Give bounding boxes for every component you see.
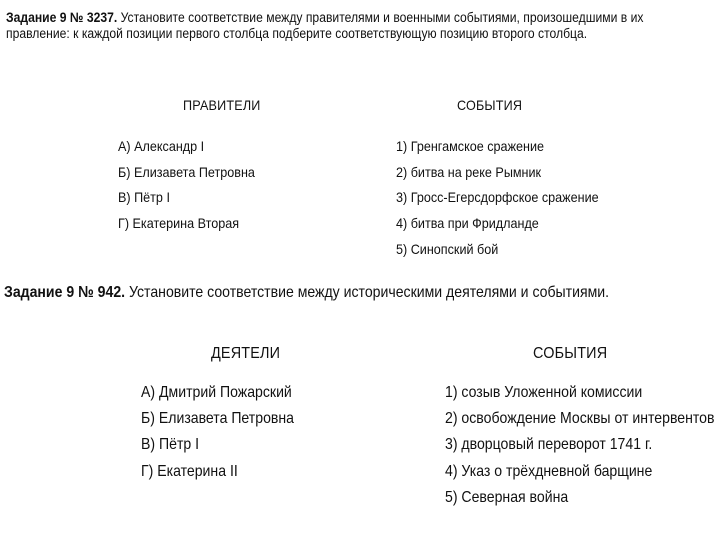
- list-item: А) Дмитрий Пожарский: [141, 384, 292, 401]
- list-item: Г) Екатерина Вторая: [118, 215, 240, 232]
- list-item: В) Пётр I: [141, 436, 200, 454]
- right-column-list: [445, 384, 714, 515]
- list-item: 4) Указ о трёхдневной барщине: [445, 462, 653, 480]
- right-column-title: СОБЫТИЯ: [533, 345, 608, 362]
- left-column-list: [118, 138, 255, 241]
- right-column-title: СОБЫТИЯ: [457, 97, 523, 113]
- task-header: [4, 283, 708, 302]
- left-column-title: ДЕЯТЕЛИ: [211, 345, 281, 362]
- list-item: 2) битва на реке Рымник: [396, 163, 542, 180]
- list-item: Г) Екатерина II: [141, 462, 238, 480]
- task-number: Задание 9 № 3237.: [6, 10, 118, 25]
- list-item: 1) Гренгамское сражение: [396, 138, 545, 154]
- list-item: В) Пётр I: [118, 189, 170, 206]
- task-header: [6, 10, 708, 42]
- list-item: А) Александр I: [118, 138, 205, 154]
- list-item: 3) дворцовый переворот 1741 г.: [445, 436, 653, 454]
- task-instruction: Установите соответствие между правителями и военными событиями, произошедшими в их правление: к каждой позиции первого столбца подберите соответствующую позицию второго столбца.: [6, 10, 644, 42]
- left-column-title: ПРАВИТЕЛИ: [183, 97, 261, 113]
- list-item: Б) Елизавета Петровна: [141, 410, 294, 428]
- task-number: Задание 9 № 942.: [4, 284, 126, 301]
- list-item: 4) битва при Фридланде: [396, 215, 539, 232]
- task-instruction: Установите соответствие между историческими деятелями и событиями.: [129, 284, 610, 301]
- left-column-list: [141, 384, 294, 489]
- list-item: 5) Синопский бой: [396, 240, 499, 257]
- list-item: 5) Северная война: [445, 488, 569, 506]
- list-item: 2) освобождение Москвы от интервентов: [445, 410, 715, 428]
- list-item: 1) созыв Уложенной комиссии: [445, 384, 643, 401]
- list-item: Б) Елизавета Петровна: [118, 163, 255, 180]
- list-item: 3) Гросс-Егерсдорфское сражение: [396, 189, 599, 206]
- right-column-list: [396, 138, 599, 266]
